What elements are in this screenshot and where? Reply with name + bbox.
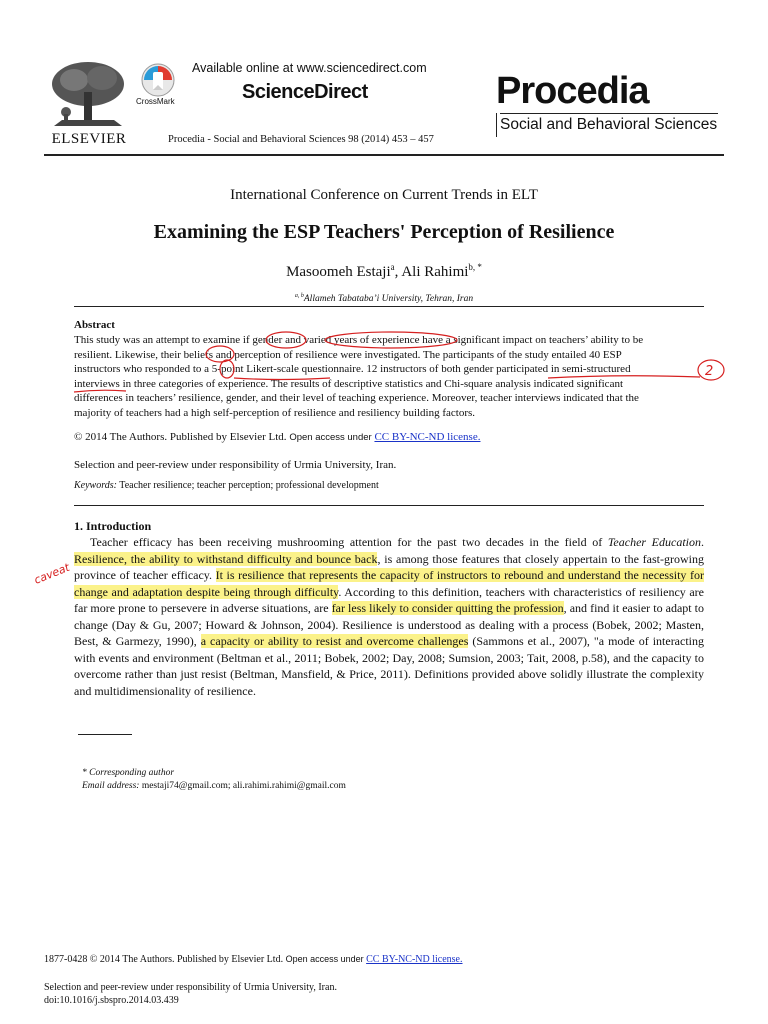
footer-doi: doi:10.1016/j.sbspro.2014.03.439	[44, 995, 179, 1006]
procedia-logo: Procedia	[496, 70, 649, 112]
header-divider	[44, 154, 724, 156]
intro-text: . According to this definition, teachers with characteristics of resiliency are far more prone to persevere in adverse situations, are	[74, 584, 704, 615]
authors: Masoomeh Estaji$^a$, Ali Rahimi$^{b, *}$	[286, 262, 482, 280]
intro-text: Teacher efficacy has been receiving mushrooming attention for the past two decades in the field of	[90, 535, 608, 549]
open-access-text: Open access under	[289, 432, 372, 443]
highlight: Resilience, the ability to withstand difficulty and bounce back	[74, 551, 378, 566]
intro-text: .	[701, 535, 704, 549]
highlight: far less likely to consider quitting the profession	[331, 601, 564, 615]
procedia-subtitle: Social and Behavioral Sciences	[500, 116, 718, 133]
affiliation-sup: a, b	[294, 293, 304, 299]
procedia-bracket	[496, 113, 497, 137]
abstract-line: differences in teachers’ resilience, gender, and their level of teaching experience. Moreover, teacher interviews indicated that the	[74, 392, 639, 405]
license-link[interactable]: CC BY-NC-ND license.	[374, 431, 481, 443]
footer-issn	[44, 954, 463, 965]
abstract-line: instructors who responded to a 5-point Likert-scale questionnaire. 12 instructors of both gender participated in semi-structured	[74, 363, 631, 376]
email-line	[82, 781, 346, 791]
intro-paragraph	[74, 534, 704, 699]
footer-peer-review: Selection and peer-review under responsibility of Urmia University, Iran.	[44, 982, 337, 993]
affiliation-text: Allameh Tabataba’i University, Tehran, Iran	[303, 294, 474, 305]
copyright-text: © 2014 The Authors. Published by Elsevier Ltd.	[74, 431, 287, 443]
intro-text: , and find it easier to adapt to change (Day & Gu, 2007; Howard & Johnson, 2004). Resilience is understood as dealing with a process (Bobek, 2002; Masten, Best, & Garmezy, 1990),	[74, 601, 704, 648]
abstract-top-rule	[74, 306, 704, 307]
abstract-body	[74, 333, 702, 421]
abstract-bottom-rule	[74, 505, 704, 506]
ink-margin-note: caveat	[32, 560, 72, 587]
email-label: Email address:	[82, 781, 140, 791]
abstract-copyright	[74, 430, 702, 446]
corresponding-author: * Corresponding author	[82, 768, 175, 778]
footer-license-link[interactable]: CC BY-NC-ND license.	[366, 954, 463, 965]
highlight: It is resilience that represents the capacity of instructors to rebound and understand the necessity for change and adaptation despite being through difficulty	[74, 568, 705, 599]
highlight: a capacity or ability to resist and overcome challenges	[200, 634, 469, 648]
affiliation	[0, 293, 768, 304]
available-online: Available online at www.sciencedirect.com	[192, 61, 427, 75]
keywords	[74, 479, 702, 494]
author-2-sup: b, *	[468, 262, 482, 272]
intro-text: , is among those features that closely appertain to the fast-growing province of teacher efficacy.	[74, 551, 704, 582]
keywords-label: Keywords:	[74, 480, 117, 491]
abstract-line: interviews in three categories of experience. The results of descriptive statistics and Chi-square analysis indicated significant	[74, 377, 624, 390]
paper-title: Examining the ESP Teachers' Perception of Resilience	[153, 221, 615, 243]
abstract-heading: Abstract	[74, 319, 115, 331]
footnote-rule	[78, 734, 132, 735]
crossmark-label: CrossMark	[136, 97, 175, 106]
ink-number-two: 2	[705, 364, 714, 379]
keywords-text: Teacher resilience; teacher perception; professional development	[119, 480, 379, 491]
author-1: Masoomeh Estaji	[286, 264, 391, 280]
footer-open-access: Open access under	[285, 954, 364, 964]
sciencedirect-logo: ScienceDirect	[242, 81, 368, 103]
intro-text: (Sammons et al., 2007), "a mode of interacting with events and environment (Beltman et al., 2011; Bobek, 2002; Day, 2008; Sumsion, 2003; Tait, 2008, p.58), and the capacity to overcome rather than just resist (Beltman, Mansfield, & Price, 2011). Definitions provided above solidly illustrate the complexity and multidimensionality of resilience.	[74, 634, 705, 698]
conference-name: International Conference on Current Trends in ELT	[230, 187, 538, 203]
abstract-line: resilient. Likewise, their beliefs and perception of resilience were investigated. The participants of the study entailed 40 ESP	[74, 348, 622, 361]
email-addresses: mestaji74@gmail.com; ali.rahimi.rahimi@gmail.com	[141, 781, 346, 791]
journal-citation: Procedia - Social and Behavioral Sciences 98 (2014) 453 – 457	[168, 134, 434, 145]
issn-text: 1877-0428 © 2014 The Authors. Published by Elsevier Ltd.	[44, 954, 284, 965]
intro-emphasis: Teacher Education	[607, 535, 701, 549]
author-2: Ali Rahimi	[401, 264, 469, 280]
author-1-sup: a	[390, 262, 395, 272]
procedia-rule	[500, 113, 718, 114]
abstract-line: This study was an attempt to examine if gender and varied years of experience have a significant impact on teachers’ ability to be	[74, 334, 644, 346]
abstract-peer-review: Selection and peer-review under responsibility of Urmia University, Iran.	[74, 459, 397, 471]
elsevier-wordmark: ELSEVIER	[51, 131, 127, 147]
intro-heading: 1. Introduction	[74, 519, 152, 533]
abstract-line: majority of teachers had a high self-perception of resilience and resiliency building factors.	[74, 406, 476, 419]
